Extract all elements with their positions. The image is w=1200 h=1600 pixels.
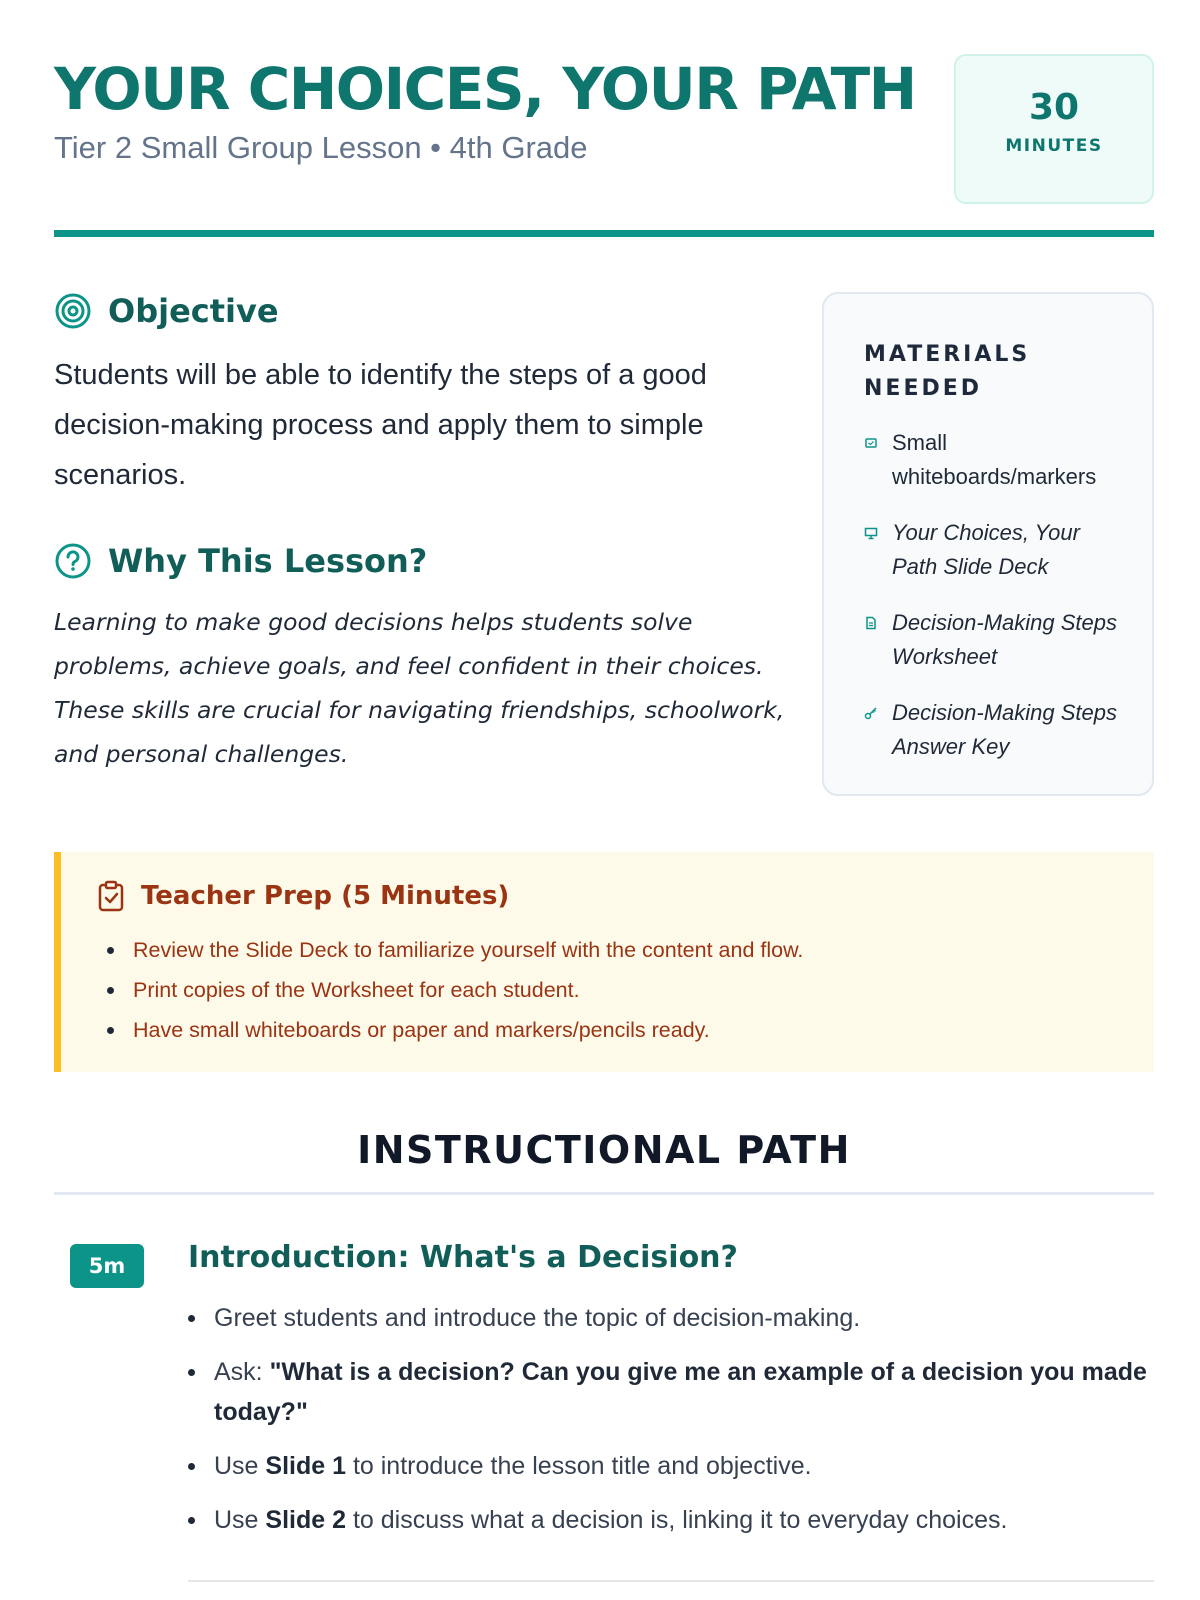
material-item bbox=[864, 516, 1124, 584]
duration-box bbox=[954, 54, 1154, 204]
bullet-bold-text: Slide 1 bbox=[265, 1452, 346, 1480]
materials-title: MATERIALS NEEDED bbox=[864, 342, 1031, 401]
bullet-bold-text: "What is a decision? Can you give me an example of a decision you made today?" bbox=[214, 1358, 1147, 1426]
teacher-prep-list bbox=[133, 930, 1133, 1050]
list-item bbox=[214, 1446, 1154, 1486]
question-circle-icon bbox=[54, 542, 92, 580]
presentation-icon bbox=[864, 526, 878, 540]
list-item: Print copies of the Worksheet for each student. bbox=[133, 970, 1133, 1010]
teacher-prep-heading bbox=[97, 880, 509, 912]
bullet-text: Use bbox=[214, 1506, 266, 1534]
bullet-text: to discuss what a decision is, linking it to everyday choices. bbox=[346, 1506, 1008, 1534]
instructional-path-divider bbox=[54, 1192, 1154, 1195]
list-item: Have small whiteboards or paper and markers/pencils ready. bbox=[133, 1010, 1133, 1050]
duration-value: 30 bbox=[1028, 87, 1080, 128]
list-item bbox=[214, 1500, 1154, 1540]
objective-heading-label: Objective bbox=[108, 292, 279, 330]
step-title: Introduction: What's a Decision? bbox=[188, 1240, 738, 1275]
document-icon bbox=[864, 616, 878, 630]
objective-heading bbox=[54, 292, 279, 330]
material-label: Decision-Making Steps Worksheet bbox=[892, 610, 1117, 669]
lesson-title: YOUR CHOICES, YOUR PATH bbox=[54, 55, 916, 123]
material-label: Your Choices, Your Path Slide Deck bbox=[892, 520, 1080, 579]
step-bullet-list bbox=[214, 1298, 1154, 1554]
bullet-bold-text: Slide 2 bbox=[265, 1506, 346, 1534]
bullet-text: Greet students and introduce the topic of decision-making. bbox=[214, 1304, 861, 1332]
material-item bbox=[864, 426, 1124, 494]
materials-card bbox=[822, 292, 1154, 796]
teacher-prep-heading-label: Teacher Prep (5 Minutes) bbox=[141, 881, 510, 911]
why-text: Learning to make good decisions helps students solve problems, achieve goals, and feel confident in their choices. These skills are crucial for navigating friendships, schoolwork, and personal challenges. bbox=[54, 608, 785, 768]
list-item: Review the Slide Deck to familiarize yourself with the content and flow. bbox=[133, 930, 1133, 970]
step-divider bbox=[188, 1580, 1154, 1582]
objective-text: Students will be able to identify the steps of a good decision-making process and apply them to simple scenarios. bbox=[54, 359, 707, 491]
step-duration-badge: 5m bbox=[70, 1244, 144, 1288]
list-item bbox=[214, 1298, 1154, 1338]
clipboard-check-icon bbox=[97, 880, 125, 912]
list-item bbox=[214, 1352, 1154, 1432]
key-icon bbox=[864, 706, 878, 720]
lesson-subtitle: Tier 2 Small Group Lesson • 4th Grade bbox=[54, 130, 588, 165]
whiteboard-icon bbox=[864, 436, 878, 450]
why-heading bbox=[54, 542, 427, 580]
bullet-text: to introduce the lesson title and objective. bbox=[346, 1452, 812, 1480]
materials-list bbox=[864, 426, 1124, 786]
instructional-path-title: INSTRUCTIONAL PATH bbox=[357, 1128, 851, 1172]
header-divider bbox=[54, 230, 1154, 237]
material-label: Decision-Making Steps Answer Key bbox=[892, 700, 1117, 759]
teacher-prep-box bbox=[54, 852, 1154, 1072]
material-label: Small whiteboards/markers bbox=[892, 430, 1097, 489]
lesson-plan-page bbox=[54, 0, 1146, 1600]
target-icon bbox=[54, 292, 92, 330]
material-item bbox=[864, 606, 1124, 674]
bullet-text: Ask: bbox=[214, 1358, 270, 1386]
why-heading-label: Why This Lesson? bbox=[108, 542, 428, 580]
material-item bbox=[864, 696, 1124, 764]
bullet-text: Use bbox=[214, 1452, 266, 1480]
duration-unit: MINUTES bbox=[1005, 136, 1103, 156]
